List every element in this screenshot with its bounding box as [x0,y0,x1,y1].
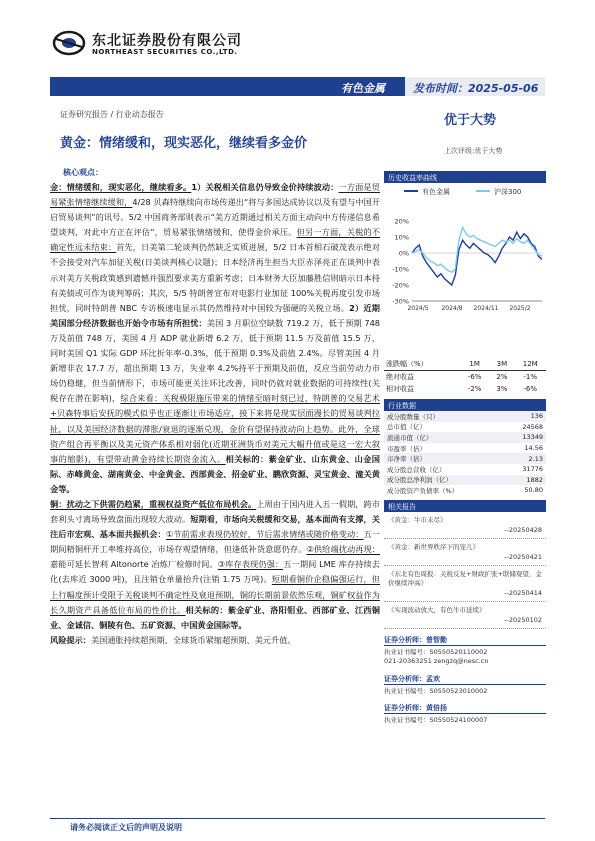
footer-divider [50,818,545,819]
gold-text-1: 一方面是贸易紧张情绪继续缓和， [50,182,380,208]
company-name-en: NORTHEAST SECURITIES CO.,LTD. [92,48,238,56]
perf-table-cell: 1M [460,358,489,371]
related-reports-list [384,512,546,629]
industry-metric-label: 成分股资产负债率（%） [387,486,459,495]
industry-table-row [384,432,546,443]
related-reports-title: 相关报告 [384,500,546,512]
y-tick-label: -20% [392,281,409,290]
series-line-1 [412,227,542,272]
analyst-info: 执业证书编号：S0550524100007 [384,716,488,725]
analyst-name: 证券分析师：黄倍扬 [384,703,546,714]
perf-table-cell: 相对收益 [386,385,414,393]
report-banner [50,77,545,96]
industry-metric-value: 13349 [522,433,543,442]
industry-table-row [384,411,546,422]
industry-metric-value: 14.56 [524,444,543,453]
series-line-0 [412,232,542,285]
industry-table-row [384,485,546,496]
industry-metric-label: 总市值（亿） [387,423,426,432]
industry-table-row [384,422,546,433]
y-tick-label: 20% [394,217,409,226]
sector-label: 有色金属 [341,82,385,95]
gold-lead: 金：情绪缓和，现实恶化，继续看多。 [50,182,192,192]
copper-paragraph [50,497,380,633]
x-tick-label: 2024/8 [441,305,463,312]
perf-chart-title: 历史收益率曲线 [384,171,546,183]
analyst-name: 证券分析师：孟欢 [384,674,546,685]
perf-table-header [384,358,546,371]
perf-table-cell: -1% [523,373,538,381]
risk-paragraph [50,633,380,648]
copper-summary: 短期看铜价企稳偏强运行，但上行幅度预计受限于关税谈判不确定性及衰退预期，铜的长期前景依然乐观，铜矿权益作为长久期资产具备低位布局的性价比。 [50,574,380,615]
copper-item-1-head: ①节前需求表现仍较好，节后需求情绪或随价格变动： [165,529,364,540]
gold-related-stocks: 紫金矿业、山东黄金、山金国际、赤峰黄金、湖南黄金、中金黄金、西部黄金、招金矿业、鹏欣资源、灵宝黄金、潼关黄金等。 [50,453,380,494]
analyst-info: 021-20363251 zengzq@nesc.cn [384,657,489,666]
copper-related-stocks: 紫金矿业、洛阳钼业、西部矿业、江西铜业、金诚信、铜陵有色、五矿资源、中国黄金国际等。 [50,604,380,630]
analyst-info: 执业证书编号：S0550520110002 [384,647,488,656]
gold-text-2: 4/28 贝森特继续向市场传递出“将与多国达成协议以及有望与中国开启贸易谈判”的讯号。5/2 中国商务部则表示“美方近期通过相关方面主动向中方传递信息希望谈判，对此中方正在评估”，贸易紧张情绪缓和，使得金价承压。 [50,197,380,238]
analyst-card [384,674,546,697]
sidebar [384,171,546,733]
copper-item-3-text: 五一期间 LME 库存持续去化(去库近 3000 吨)，且注销仓单量抬升(注销 1.75 万吨)。 [50,559,380,585]
related-report-date: --20250421 [384,551,546,566]
x-tick-label: 2024/11 [473,305,499,312]
perf-table-cell: -6% [523,385,538,393]
analyst-card [384,635,546,667]
gold-paragraph [50,180,380,497]
related-report-title[interactable]: 《实现波动放大，有色牛市延续》 [388,605,486,614]
copper-item-3-head: ③库存表现仍强： [217,559,284,570]
industry-data-title: 行业数据 [384,399,546,411]
industry-metric-label: 成分股总净利润（亿） [387,476,452,485]
related-report-title[interactable]: 《黄金：牛市未尽》 [388,515,447,524]
copper-text-1: 上周由于国内进入五一假期，跨市套利头寸离场导致盘面出现较大波动。 [50,498,380,525]
industry-metric-label: 成分股数量（只） [387,412,439,421]
perf-table-cell: 2% [496,373,508,381]
perf-chart [384,183,546,313]
industry-metric-value: 24568 [522,422,543,431]
related-report-date: --20250102 [384,614,546,629]
perf-table-cell: -6% [467,373,482,381]
industry-table-row [384,464,546,475]
related-report-title[interactable]: 《东北有色周报：关税反复+财政扩张+联储观望，金价继续冲高》 [388,569,542,587]
industry-metric-value: 2.13 [528,454,543,463]
analyst-card [384,703,546,726]
y-tick-label: -10% [392,265,409,274]
footer-disclaimer[interactable]: 请务必阅读正文后的声明及说明 [70,823,182,832]
gold-text-5: 美国 3 月职位空缺数 719.2 万，低于预期 748 万及前值 748 万，美国 4 月 ADP 就业新增 6.2 万，低于预期 11.5 万及前值 15.5 万，同时美国 Q1 实际 GDP 环比折年率-0.3%，低于预期 0.3%及前值 2.4%。尽管美国 4 月新增非农 17.7 万，超出预期 13 万，失业率 4.2%持平于预期及前值，反应当前劳动力市场仍稳健，但当前情形下，市场可能更关注环比改善，同时仍就对就业数据的可持续性(关税存在潜在影响)， [50,317,380,404]
gold-summary: 综合来看：关税极限施压带来的情绪至暗时刻已过，特朗普的交易艺术+贝森特事后安抚的模式似乎也正逐渐让市场适应，接下来将是现实层面漫长的贸易谈判拉扯，以及美国经济数据的滞胀/衰退的逐渐兑现，金价有望保持波动向上趋势。此外，全球资产组合再平衡以及美元资产体系相对弱化(近期亚洲货币对美元大幅升值或是这一宏大叙事的缩影)，有望带动黄金持续长期资金流入。 [50,393,380,464]
rating-current: 优于大势 [444,113,497,128]
perf-chart-area [384,183,546,358]
risk-label: 风险提示： [50,634,91,645]
perf-table-cell: 涨跌幅（%） [384,358,460,371]
y-tick-label: 0% [398,249,409,258]
industry-metric-label: 成分股总营收（亿） [387,465,446,474]
industry-metric-value: 50.80 [524,486,543,495]
perf-table-row [384,371,546,384]
perf-table-row [384,383,546,395]
gold-text-3: 但另一方面，关税的不确定性远未结束： [50,227,380,253]
core-view-title: 核心观点： [63,168,103,177]
rating-previous: 上次评级:优于大势 [444,147,503,155]
publish-date-box [405,77,545,96]
copper-related-label: 相关标的： [185,604,228,615]
breadcrumb: 证券研究报告 / 行业动态报告 [60,110,164,119]
copper-item-2-text: 嘉能可延长智利 Altonorte 冶炼厂检修时间。 [50,559,218,570]
related-report-date: --20250428 [384,524,546,539]
perf-table [384,358,546,395]
risk-text: 美国通胀持续超预期、全球货币紧缩超预期、美元升值。 [90,634,296,645]
legend-label: 沪深300 [494,188,522,196]
copper-item-1-text: 五一期间精铜杆开工率维持高位，市场存观望情绪，但逢低补货意愿仍存。 [50,529,380,555]
perf-table-cell: 12M [514,358,546,371]
perf-table-cell: 绝对收益 [386,373,414,381]
industry-table-row [384,443,546,454]
industry-table-row [384,453,546,464]
industry-table [384,411,546,496]
copper-point: 短期看，市场向关税缓和交易，基本面尚有支撑，关注后市宏观、基本面共振机会： [50,514,380,540]
analyst-info: 执业证书编号：S0550523010002 [384,686,488,695]
industry-metric-value: 31776 [522,465,543,474]
perf-table-cell: 3M [489,358,514,371]
company-logo [52,30,86,56]
analyst-list [384,635,546,726]
gold-related-label: 相关标的： [225,453,269,464]
industry-metric-value: 1882 [526,475,543,484]
publish-date: 发布时间：2025-05-06 [413,82,539,95]
industry-metric-value: 136 [530,412,543,421]
copper-item-2-head: ②供给端扰动再现： [306,544,380,555]
gold-text-4: 首先，日美第二轮谈判仍然缺乏实质进展，5/2 日本首相石破茂表示绝对不会接受对汽车加征关税(日美谈判核心议题)；日本经济再生担当大臣赤泽亮正在谈判中表示对美方关税政策感到遗憾并强烈要求美方重新考虑；日本财务大臣加藤胜信则暗示日本持有美债或可作为谈判筹码；其次，5/5 特朗普宣布对电影行业加征 100%关税再度引发市场担忧，同时特朗普 NBC 专访极速电显示其仍然维持对中国较为强硬的关税立场。 [50,242,380,313]
legend-label: 有色金属 [422,188,450,196]
related-report-date: --20250414 [384,587,546,602]
related-report-title[interactable]: 《黄金：新世界秩序下的宠儿》 [388,542,479,551]
report-body [50,180,380,648]
industry-table-row [384,475,546,486]
y-tick-label: 10% [394,233,409,242]
x-tick-label: 2024/5 [407,305,429,312]
analyst-name: 证券分析师：曾智勤 [384,635,546,646]
industry-metric-label: 流通市值（亿） [387,433,433,442]
x-tick-label: 2025/2 [509,305,531,312]
gold-point-1: 1）关税相关信息仍导致金价持续波动： [191,182,339,192]
y-tick-label: -30% [392,297,409,306]
industry-metric-label: 市盈率（倍） [387,444,426,453]
copper-lead: 铜：扰动之下供需仍趋紧，重视权益资产低位布局机会。 [50,498,257,509]
gold-point-2: 2）近期美国部分经济数据也开始令市场有所担忧： [50,302,380,328]
perf-table-cell: 3% [496,385,508,393]
perf-table-cell: -2% [467,385,482,393]
page-title: 黄金：情绪缓和，现实恶化，继续看多金价 [60,136,308,151]
industry-metric-label: 市净率（倍） [387,455,426,464]
company-name-cn: 东北证券股份有限公司 [92,33,242,49]
